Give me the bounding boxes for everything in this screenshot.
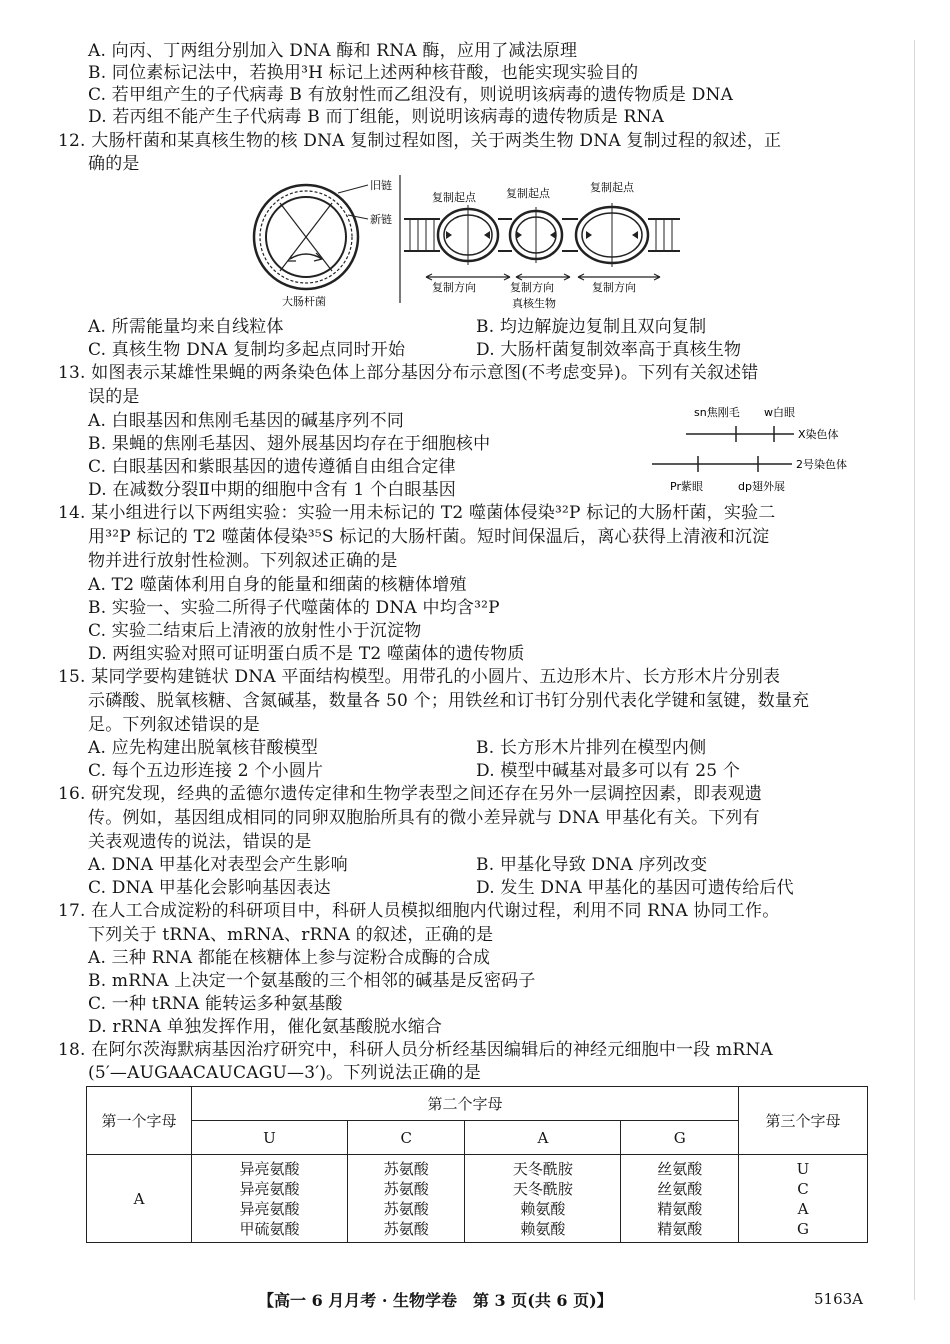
col-a-cell bbox=[465, 1155, 621, 1243]
label-chrom-2: 2号染色体 bbox=[796, 458, 847, 471]
q14-option-d: D. 两组实验对照可证明蛋白质不是 T2 噬菌体的遗传物质 bbox=[88, 644, 525, 664]
label-eukaryote: 真核生物 bbox=[512, 297, 556, 310]
header-first-letter: 第一个字母 bbox=[87, 1087, 192, 1155]
header-third-letter: 第三个字母 bbox=[739, 1087, 868, 1155]
q16-option-c: C. DNA 甲基化会影响基因表达 bbox=[88, 878, 331, 898]
q13-option-b: B. 果蝇的焦刚毛基因、翅外展基因均存在于细胞核中 bbox=[88, 434, 491, 454]
label-gene-pr: Pr紫眼 bbox=[670, 480, 703, 493]
q13-option-d: D. 在减数分裂Ⅱ中期的细胞中含有 1 个白眼基因 bbox=[88, 480, 457, 500]
q12-option-d: D. 大肠杆菌复制效率高于真核生物 bbox=[476, 340, 742, 360]
header-base-a: A bbox=[465, 1121, 621, 1155]
label-direction-2: 复制方向 bbox=[510, 281, 554, 294]
q17-option-b: B. mRNA 上决定一个氨基酸的三个相邻的碱基是反密码子 bbox=[88, 971, 536, 991]
q14-stem-cont: 用³²P 标记的 T2 噬菌体侵染³⁵S 标记的大肠杆菌。短时间保温后，离心获得上清液和沉淀 bbox=[88, 527, 770, 547]
header-base-u: U bbox=[192, 1121, 348, 1155]
third-letter-cell bbox=[739, 1155, 868, 1243]
q13-option-c: C. 白眼基因和紫眼基因的遗传遵循自由组合定律 bbox=[88, 457, 456, 477]
q16-option-a: A. DNA 甲基化对表型会产生影响 bbox=[88, 855, 348, 875]
q14-option-b: B. 实验一、实验二所得子代噬菌体的 DNA 中均含³²P bbox=[88, 598, 500, 618]
q12-option-c: C. 真核生物 DNA 复制均多起点同时开始 bbox=[88, 340, 406, 360]
table-cell: 丝氨酸 bbox=[657, 1159, 703, 1178]
q11-option-c: C. 若甲组产生的子代病毒 B 有放射性而乙组没有，则说明该病毒的遗传物质是 DNA bbox=[88, 85, 734, 105]
table-cell: 异亮氨酸 bbox=[239, 1159, 300, 1178]
table-cell: G bbox=[797, 1219, 809, 1238]
q14-option-c: C. 实验二结束后上清液的放射性小于沉淀物 bbox=[88, 621, 422, 641]
ecoli-circular-dna bbox=[254, 185, 368, 289]
q16-stem: 16. 研究发现，经典的孟德尔遗传定律和生物学表型之间还存在另外一层调控因素，即表观遗 bbox=[58, 784, 763, 804]
table-cell: 精氨酸 bbox=[657, 1199, 703, 1218]
q17-stem-cont: 下列关于 tRNA、mRNA、rRNA 的叙述，正确的是 bbox=[88, 925, 494, 945]
q14-stem-cont2: 物并进行放射性检测。下列叙述正确的是 bbox=[88, 551, 398, 571]
q13-stem-cont: 误的是 bbox=[88, 387, 140, 407]
page-footer: 【高一 6 月月考 · 生物学卷 第 3 页(共 6 页)】 bbox=[258, 1291, 613, 1310]
q15-option-c: C. 每个五边形连接 2 个小圆片 bbox=[88, 761, 324, 781]
q16-option-b: B. 甲基化导致 DNA 序列改变 bbox=[476, 855, 708, 875]
q15-option-a: A. 应先构建出脱氧核苷酸模型 bbox=[88, 738, 319, 758]
q17-option-c: C. 一种 tRNA 能转运多种氨基酸 bbox=[88, 994, 343, 1014]
q16-option-d: D. 发生 DNA 甲基化的基因可遗传给后代 bbox=[476, 878, 794, 898]
label-origin-3: 复制起点 bbox=[590, 181, 634, 194]
paper-code: 5163A bbox=[814, 1290, 864, 1308]
header-second-letter: 第二个字母 bbox=[192, 1087, 739, 1121]
dna-replication-figure bbox=[240, 175, 710, 315]
header-base-g: G bbox=[621, 1121, 739, 1155]
q15-stem-cont: 示磷酸、脱氧核糖、含氮碱基，数量各 50 个；用铁丝和订书钉分别代表化学键和氢键，数量充 bbox=[88, 691, 810, 711]
label-gene-dp: dp翅外展 bbox=[738, 480, 785, 493]
q12-option-b: B. 均边解旋边复制且双向复制 bbox=[476, 317, 707, 337]
q16-stem-cont2: 关表观遗传的说法，错误的是 bbox=[88, 832, 312, 852]
q17-option-a: A. 三种 RNA 都能在核糖体上参与淀粉合成酶的合成 bbox=[88, 948, 491, 968]
codon-table bbox=[86, 1086, 868, 1243]
chromosome-gene-figure bbox=[646, 402, 882, 498]
label-old-strand: 旧链 bbox=[370, 179, 392, 192]
label-x-chrom: X染色体 bbox=[798, 428, 839, 441]
label-new-strand: 新链 bbox=[370, 213, 392, 226]
q15-stem: 15. 某同学要构建链状 DNA 平面结构模型。用带孔的小圆片、五边形木片、长方形木片分别表 bbox=[58, 667, 781, 687]
col-u-cell bbox=[192, 1155, 348, 1243]
q18-stem: 18. 在阿尔茨海默病基因治疗研究中，科研人员分析经基因编辑后的神经元细胞中一段 mRNA bbox=[58, 1040, 773, 1060]
table-cell: 天冬酰胺 bbox=[512, 1159, 573, 1178]
col-g-cell bbox=[621, 1155, 739, 1243]
q11-option-b: B. 同位素标记法中，若换用³H 标记上述两种核苷酸，也能实现实验目的 bbox=[88, 63, 639, 83]
q17-stem: 17. 在人工合成淀粉的科研项目中，科研人员模拟细胞内代谢过程，利用不同 RNA 协同工作。 bbox=[58, 901, 780, 921]
table-cell: A bbox=[797, 1199, 809, 1218]
q13-stem: 13. 如图表示某雄性果蝇的两条染色体上部分基因分布示意图(不考虑变异)。下列有关叙述错 bbox=[58, 363, 759, 383]
q16-stem-cont: 传。例如，基因组成相同的同卵双胞胎所具有的微小差异就与 DNA 甲基化有关。下列有 bbox=[88, 808, 760, 828]
table-cell: 异亮氨酸 bbox=[239, 1179, 300, 1198]
table-cell: 天冬酰胺 bbox=[512, 1179, 573, 1198]
q17-option-d: D. rRNA 单独发挥作用，催化氨基酸脱水缩合 bbox=[88, 1017, 443, 1037]
table-cell: 异亮氨酸 bbox=[239, 1199, 300, 1218]
table-cell: 丝氨酸 bbox=[657, 1179, 703, 1198]
q13-option-a: A. 白眼基因和焦刚毛基因的碱基序列不同 bbox=[88, 411, 405, 431]
q11-option-d: D. 若丙组不能产生子代病毒 B 而丁组能，则说明该病毒的遗传物质是 RNA bbox=[88, 107, 665, 127]
q15-option-d: D. 模型中碱基对最多可以有 25 个 bbox=[476, 761, 741, 781]
label-ecoli: 大肠杆菌 bbox=[282, 295, 326, 308]
label-origin-1: 复制起点 bbox=[432, 191, 476, 204]
table-cell: 精氨酸 bbox=[657, 1219, 703, 1238]
table-cell: 赖氨酸 bbox=[520, 1199, 566, 1218]
eukaryote-linear-dna bbox=[404, 203, 680, 280]
q11-option-a: A. 向丙、丁两组分别加入 DNA 酶和 RNA 酶，应用了减法原理 bbox=[88, 41, 578, 61]
label-origin-2: 复制起点 bbox=[506, 187, 550, 200]
label-direction-3: 复制方向 bbox=[592, 281, 636, 294]
q12-stem: 12. 大肠杆菌和某真核生物的核 DNA 复制过程如图，关于两类生物 DNA 复制过程的叙述，正 bbox=[58, 131, 782, 151]
table-cell: 甲硫氨酸 bbox=[239, 1219, 300, 1238]
page-edge bbox=[914, 40, 915, 1300]
q18-stem-cont: (5′—AUGAACAUCAGU—3′)。下列说法正确的是 bbox=[88, 1063, 481, 1083]
header-base-c: C bbox=[347, 1121, 465, 1155]
label-gene-w: w白眼 bbox=[764, 406, 795, 419]
row-label-a: A bbox=[87, 1155, 192, 1243]
table-cell: 苏氨酸 bbox=[383, 1199, 429, 1218]
table-cell: C bbox=[797, 1179, 809, 1198]
table-cell: 苏氨酸 bbox=[383, 1159, 429, 1178]
q12-stem-cont: 确的是 bbox=[88, 154, 140, 174]
col-c-cell bbox=[347, 1155, 465, 1243]
q15-option-b: B. 长方形木片排列在模型内侧 bbox=[476, 738, 707, 758]
q15-stem-cont2: 足。下列叙述错误的是 bbox=[88, 715, 260, 735]
table-cell: 赖氨酸 bbox=[520, 1219, 566, 1238]
q12-option-a: A. 所需能量均来自线粒体 bbox=[88, 317, 284, 337]
table-cell: 苏氨酸 bbox=[383, 1219, 429, 1238]
q14-option-a: A. T2 噬菌体利用自身的能量和细菌的核糖体增殖 bbox=[88, 575, 467, 595]
label-direction-1: 复制方向 bbox=[432, 281, 476, 294]
label-gene-sn: sn焦刚毛 bbox=[694, 406, 740, 419]
table-cell: U bbox=[796, 1159, 810, 1178]
table-cell: 苏氨酸 bbox=[383, 1179, 429, 1198]
q14-stem: 14. 某小组进行以下两组实验：实验一用未标记的 T2 噬菌体侵染³²P 标记的大肠杆菌，实验二 bbox=[58, 503, 776, 523]
